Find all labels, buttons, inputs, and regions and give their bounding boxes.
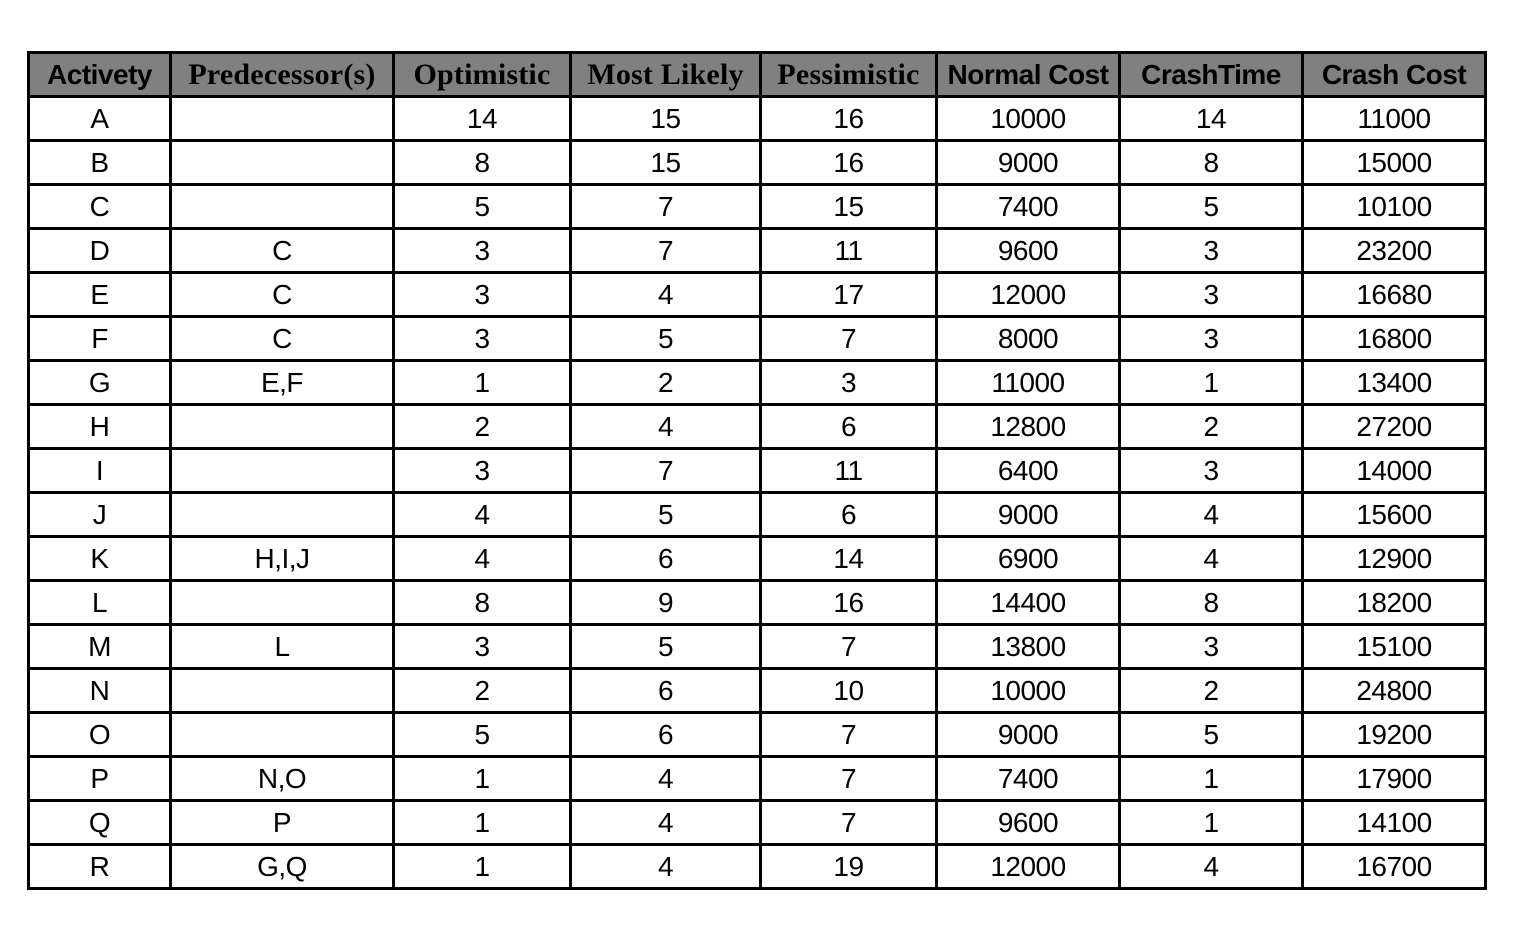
cell-optimistic: 3 — [394, 229, 571, 273]
cell-normal-cost: 7400 — [937, 757, 1120, 801]
cell-activity: H — [29, 405, 171, 449]
cell-pessimistic: 16 — [761, 141, 937, 185]
cell-pessimistic: 6 — [761, 405, 937, 449]
cell-most-likely: 2 — [571, 361, 761, 405]
cell-optimistic: 2 — [394, 405, 571, 449]
cell-crash-cost: 14000 — [1303, 449, 1486, 493]
header-crash-time: CrashTime — [1120, 53, 1303, 97]
cell-crash-cost: 27200 — [1303, 405, 1486, 449]
cell-crash-time: 8 — [1120, 581, 1303, 625]
cell-predecessors — [171, 493, 394, 537]
cell-activity: R — [29, 845, 171, 889]
cell-crash-cost: 19200 — [1303, 713, 1486, 757]
cell-crash-time: 4 — [1120, 493, 1303, 537]
table-row — [29, 713, 1486, 757]
cell-activity: G — [29, 361, 171, 405]
activity-table-container — [27, 51, 1487, 890]
cell-activity: J — [29, 493, 171, 537]
cell-predecessors: C — [171, 317, 394, 361]
cell-predecessors: P — [171, 801, 394, 845]
cell-predecessors: C — [171, 273, 394, 317]
header-normal-cost: Normal Cost — [937, 53, 1120, 97]
cell-optimistic: 3 — [394, 625, 571, 669]
table-row — [29, 97, 1486, 141]
cell-pessimistic: 7 — [761, 713, 937, 757]
cell-normal-cost: 6400 — [937, 449, 1120, 493]
cell-normal-cost: 11000 — [937, 361, 1120, 405]
cell-pessimistic: 7 — [761, 625, 937, 669]
cell-optimistic: 8 — [394, 581, 571, 625]
cell-activity: K — [29, 537, 171, 581]
cell-optimistic: 3 — [394, 273, 571, 317]
cell-pessimistic: 15 — [761, 185, 937, 229]
cell-most-likely: 15 — [571, 97, 761, 141]
cell-crash-cost: 23200 — [1303, 229, 1486, 273]
cell-optimistic: 1 — [394, 361, 571, 405]
table-row — [29, 669, 1486, 713]
cell-pessimistic: 16 — [761, 97, 937, 141]
table-row — [29, 141, 1486, 185]
cell-activity: P — [29, 757, 171, 801]
cell-crash-time: 14 — [1120, 97, 1303, 141]
header-predecessors: Predecessor(s) — [171, 53, 394, 97]
cell-crash-time: 3 — [1120, 449, 1303, 493]
cell-crash-cost: 13400 — [1303, 361, 1486, 405]
cell-crash-time: 3 — [1120, 317, 1303, 361]
cell-optimistic: 2 — [394, 669, 571, 713]
table-row — [29, 581, 1486, 625]
cell-predecessors — [171, 713, 394, 757]
cell-crash-time: 4 — [1120, 845, 1303, 889]
cell-crash-cost: 16700 — [1303, 845, 1486, 889]
cell-normal-cost: 10000 — [937, 669, 1120, 713]
cell-crash-cost: 16800 — [1303, 317, 1486, 361]
cell-pessimistic: 16 — [761, 581, 937, 625]
cell-pessimistic: 14 — [761, 537, 937, 581]
table-row — [29, 537, 1486, 581]
cell-predecessors — [171, 141, 394, 185]
cell-optimistic: 1 — [394, 845, 571, 889]
cell-crash-time: 1 — [1120, 757, 1303, 801]
cell-most-likely: 6 — [571, 669, 761, 713]
cell-predecessors — [171, 581, 394, 625]
cell-pessimistic: 19 — [761, 845, 937, 889]
cell-pessimistic: 3 — [761, 361, 937, 405]
cell-activity: M — [29, 625, 171, 669]
cell-normal-cost: 14400 — [937, 581, 1120, 625]
cell-predecessors: E,F — [171, 361, 394, 405]
cell-normal-cost: 7400 — [937, 185, 1120, 229]
cell-predecessors: L — [171, 625, 394, 669]
cell-normal-cost: 9600 — [937, 229, 1120, 273]
cell-activity: Q — [29, 801, 171, 845]
cell-predecessors: G,Q — [171, 845, 394, 889]
cell-most-likely: 4 — [571, 405, 761, 449]
cell-most-likely: 6 — [571, 537, 761, 581]
table-row — [29, 229, 1486, 273]
cell-optimistic: 4 — [394, 493, 571, 537]
cell-crash-time: 5 — [1120, 185, 1303, 229]
cell-normal-cost: 9000 — [937, 493, 1120, 537]
table-row — [29, 801, 1486, 845]
table-row — [29, 185, 1486, 229]
cell-pessimistic: 10 — [761, 669, 937, 713]
cell-crash-cost: 18200 — [1303, 581, 1486, 625]
table-row — [29, 493, 1486, 537]
cell-optimistic: 1 — [394, 757, 571, 801]
cell-crash-cost: 15600 — [1303, 493, 1486, 537]
cell-crash-cost: 15000 — [1303, 141, 1486, 185]
cell-pessimistic: 17 — [761, 273, 937, 317]
cell-optimistic: 8 — [394, 141, 571, 185]
header-most-likely: Most Likely — [571, 53, 761, 97]
cell-normal-cost: 13800 — [937, 625, 1120, 669]
cell-most-likely: 4 — [571, 273, 761, 317]
cell-crash-cost: 10100 — [1303, 185, 1486, 229]
activity-table — [27, 51, 1487, 890]
cell-crash-time: 8 — [1120, 141, 1303, 185]
table-row — [29, 449, 1486, 493]
cell-pessimistic: 11 — [761, 229, 937, 273]
cell-predecessors — [171, 405, 394, 449]
cell-normal-cost: 12000 — [937, 845, 1120, 889]
cell-normal-cost: 12800 — [937, 405, 1120, 449]
cell-pessimistic: 7 — [761, 757, 937, 801]
cell-optimistic: 3 — [394, 317, 571, 361]
table-row — [29, 317, 1486, 361]
cell-activity: N — [29, 669, 171, 713]
cell-crash-cost: 12900 — [1303, 537, 1486, 581]
cell-activity: C — [29, 185, 171, 229]
cell-crash-time: 3 — [1120, 273, 1303, 317]
cell-activity: L — [29, 581, 171, 625]
table-row — [29, 273, 1486, 317]
cell-optimistic: 4 — [394, 537, 571, 581]
cell-crash-cost: 24800 — [1303, 669, 1486, 713]
cell-predecessors — [171, 449, 394, 493]
cell-crash-time: 3 — [1120, 625, 1303, 669]
table-header-row — [29, 53, 1486, 97]
cell-normal-cost: 9000 — [937, 713, 1120, 757]
cell-crash-time: 5 — [1120, 713, 1303, 757]
table-row — [29, 757, 1486, 801]
cell-optimistic: 14 — [394, 97, 571, 141]
cell-most-likely: 5 — [571, 493, 761, 537]
cell-optimistic: 1 — [394, 801, 571, 845]
table-row — [29, 625, 1486, 669]
header-optimistic: Optimistic — [394, 53, 571, 97]
cell-predecessors: N,O — [171, 757, 394, 801]
cell-crash-time: 1 — [1120, 801, 1303, 845]
cell-crash-time: 2 — [1120, 405, 1303, 449]
cell-crash-time: 2 — [1120, 669, 1303, 713]
cell-normal-cost: 8000 — [937, 317, 1120, 361]
cell-most-likely: 15 — [571, 141, 761, 185]
cell-activity: E — [29, 273, 171, 317]
cell-most-likely: 4 — [571, 845, 761, 889]
cell-pessimistic: 6 — [761, 493, 937, 537]
cell-most-likely: 9 — [571, 581, 761, 625]
cell-crash-cost: 11000 — [1303, 97, 1486, 141]
cell-activity: F — [29, 317, 171, 361]
cell-predecessors: H,I,J — [171, 537, 394, 581]
cell-normal-cost: 9600 — [937, 801, 1120, 845]
cell-crash-cost: 16680 — [1303, 273, 1486, 317]
cell-most-likely: 4 — [571, 757, 761, 801]
cell-most-likely: 7 — [571, 229, 761, 273]
cell-optimistic: 3 — [394, 449, 571, 493]
cell-pessimistic: 7 — [761, 801, 937, 845]
header-crash-cost: Crash Cost — [1303, 53, 1486, 97]
table-row — [29, 405, 1486, 449]
cell-optimistic: 5 — [394, 713, 571, 757]
cell-most-likely: 7 — [571, 449, 761, 493]
cell-predecessors — [171, 185, 394, 229]
cell-crash-time: 1 — [1120, 361, 1303, 405]
cell-activity: D — [29, 229, 171, 273]
cell-activity: I — [29, 449, 171, 493]
cell-normal-cost: 10000 — [937, 97, 1120, 141]
cell-activity: A — [29, 97, 171, 141]
cell-normal-cost: 12000 — [937, 273, 1120, 317]
cell-crash-cost: 17900 — [1303, 757, 1486, 801]
cell-crash-cost: 14100 — [1303, 801, 1486, 845]
cell-optimistic: 5 — [394, 185, 571, 229]
table-body — [29, 97, 1486, 889]
cell-most-likely: 7 — [571, 185, 761, 229]
cell-activity: B — [29, 141, 171, 185]
cell-crash-cost: 15100 — [1303, 625, 1486, 669]
cell-normal-cost: 9000 — [937, 141, 1120, 185]
cell-activity: O — [29, 713, 171, 757]
cell-crash-time: 3 — [1120, 229, 1303, 273]
cell-most-likely: 6 — [571, 713, 761, 757]
cell-crash-time: 4 — [1120, 537, 1303, 581]
cell-most-likely: 4 — [571, 801, 761, 845]
cell-normal-cost: 6900 — [937, 537, 1120, 581]
table-row — [29, 361, 1486, 405]
cell-most-likely: 5 — [571, 317, 761, 361]
cell-pessimistic: 11 — [761, 449, 937, 493]
cell-predecessors — [171, 97, 394, 141]
cell-predecessors: C — [171, 229, 394, 273]
header-activity: Activety — [29, 53, 171, 97]
cell-predecessors — [171, 669, 394, 713]
table-row — [29, 845, 1486, 889]
cell-pessimistic: 7 — [761, 317, 937, 361]
cell-most-likely: 5 — [571, 625, 761, 669]
header-pessimistic: Pessimistic — [761, 53, 937, 97]
